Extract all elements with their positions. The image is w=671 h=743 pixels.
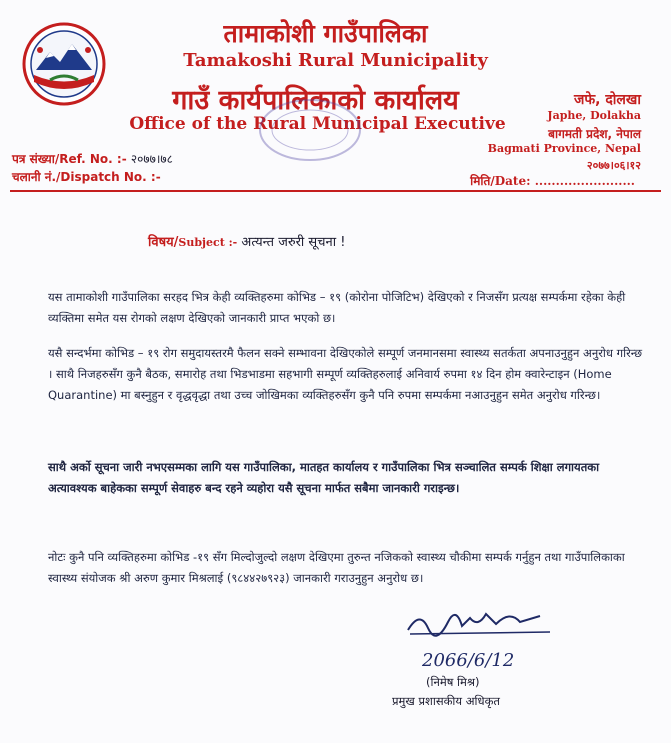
body-paragraph-1: यस तामाकोशी गाउँपालिका सरहद भित्र केही व्यक्तिहरुमा कोभिड – १९ (कोरोना पोजिटिभ) देखिएको र निजसँग प्रत्यक्ष सम्पर्कमा रहेका केही व्यक्तिमा समेत यस रोगको लक्षण देखिएको जानकारी प्राप्त भएको छ। — [48, 290, 626, 325]
municipality-name-english: Tamakoshi Rural Municipality — [183, 50, 488, 71]
dispatch-number — [12, 168, 161, 185]
signatory-title: प्रमुख प्रशासकीय अधिकृत — [392, 694, 500, 708]
address-province-english: Bagmati Province, Nepal — [487, 142, 641, 155]
municipality-name-nepali: तामाकोशी गाउँपालिका — [223, 19, 428, 48]
reference-number — [12, 150, 173, 167]
handwritten-date: 2066/6/12 — [422, 650, 515, 671]
subject-text: अत्यन्त जरुरी सूचना ! — [241, 235, 346, 250]
printed-date: २०७७।०६।१२ — [586, 159, 641, 172]
address-place-nepali: जफे, दोलखा — [573, 92, 641, 108]
body-paragraph-3: साथै अर्को सूचना जारी नभएसम्मका लागि यस गाउँपालिका, मातहत कार्यालय र गाउँपालिका भित्र सञ्चालित सम्पर्क शिक्षा लगायतका अत्यावश्यक बाहेकका सम्पूर्ण सेवाहरु बन्द रहने व्यहोरा यसै सूचना मार्फत सबैमा जानकारी गराइन्छ। — [48, 460, 600, 495]
header-divider — [10, 190, 661, 192]
body-paragraph-4-note: नोटः कुनै पनि व्यक्तिहरुमा कोभिड -१९ सँग मिल्दोजुल्दो लक्षण देखिएमा तुरुन्त नजिकको स्वास्थ्य चौकीमा सम्पर्क गर्नुहुन तथा गाउँपालिकाका स्वास्थ्य संयोजक श्री अरुण कुमार मिश्रलाई (९८४४२७९२३) जानकारी गराउनुहुन अनुरोध छ। — [48, 550, 625, 585]
address-place-english: Japhe, Dolakha — [547, 109, 641, 122]
office-stamp-icon — [255, 95, 365, 165]
body-paragraph-2: यसै सन्दर्भमा कोभिड – १९ रोग समुदायस्तरमै फैलन सक्ने सम्भावना देखिएकोले सम्पूर्ण जनमानसमा स्वास्थ्य सतर्कता अपनाउनुहुन अनुरोध गरिन्छ । साथै निजहरुसँग कुनै बैठक, समारोह तथा भिडभाडमा सहभागी सम्पूर्ण व्यक्तिहरुलाई अनिवार्य रुपमा १४ दिन होम क्वारेन्टाइन (Home Quarantine) मा बस्नुहुन र वृद्धवृद्धा तथा उच्च जोखिमका व्यक्तिहरुसँग कुनै पनि रुपमा सम्पर्कमा नआउनुहुन समेत अनुरोध गरिन्छ। — [48, 346, 643, 402]
dispatch-label: चलानी नं./Dispatch No. :- — [12, 170, 161, 184]
reference-label: पत्र संख्या/Ref. No. :- — [12, 152, 127, 166]
subject-line — [148, 232, 345, 250]
office-name-nepali: गाउँ कार्यपालिकाको कार्यालय — [172, 85, 459, 116]
date-field: मिति/Date: ........................ — [470, 174, 635, 188]
subject-label-english: Subject :- — [178, 236, 238, 249]
signature-icon — [400, 600, 550, 680]
office-name-english: Office of the Rural Municipal Executive — [129, 114, 506, 134]
subject-label-nepali: विषय/ — [148, 235, 179, 250]
reference-value: २०७७।७८ — [130, 152, 173, 166]
signatory-name: (निमेष मिश्र) — [426, 675, 480, 689]
address-province-nepali: बागमती प्रदेश, नेपाल — [548, 127, 641, 141]
